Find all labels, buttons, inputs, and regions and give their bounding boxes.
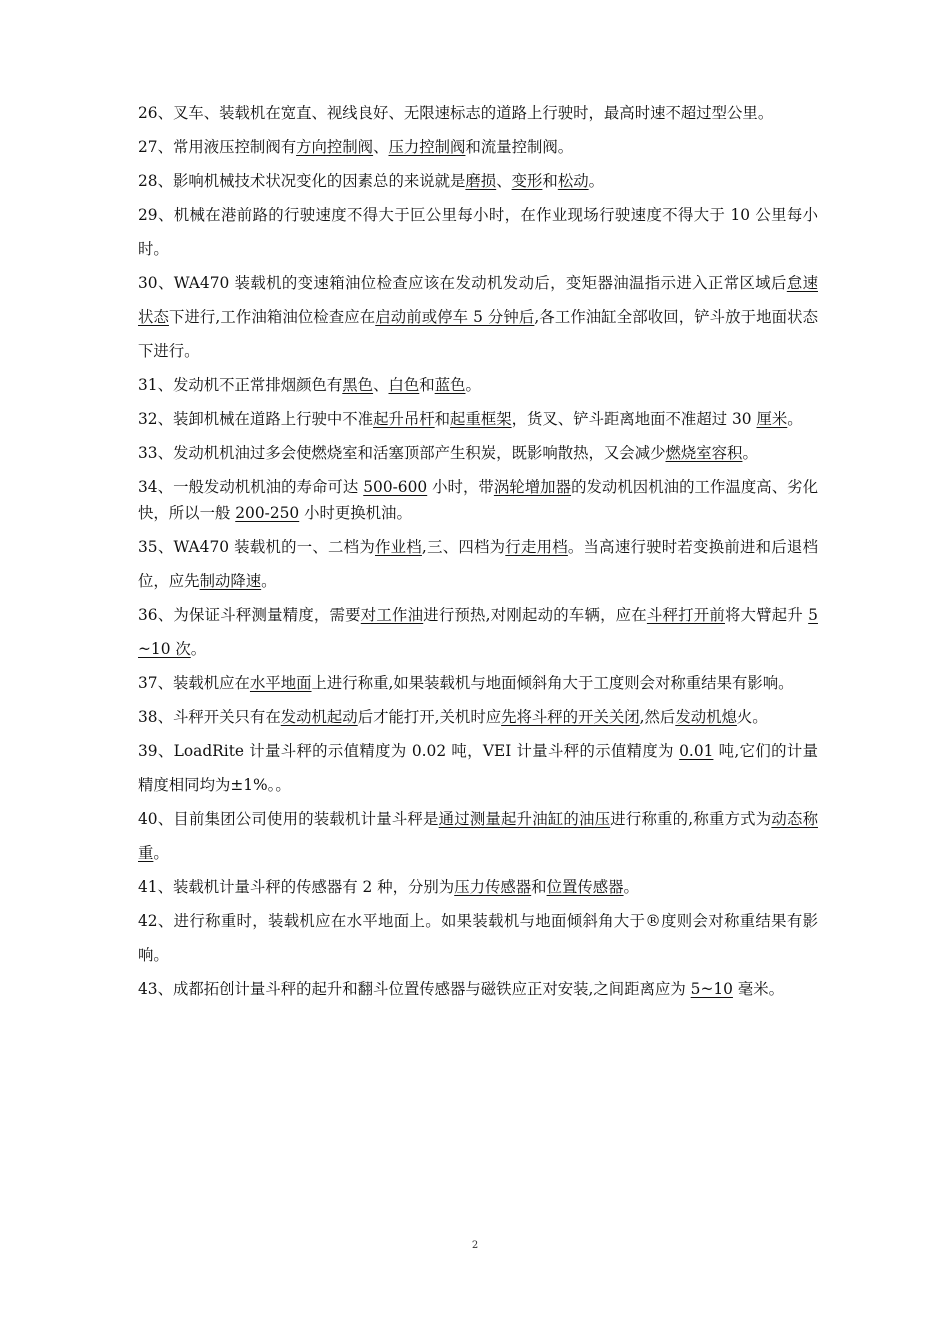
- question-text: 27、常用液压控制阀有: [138, 138, 297, 156]
- answer-text: 厘米: [756, 410, 788, 428]
- question-text: 43、成都拓创计量斗秤的起升和翻斗位置传感器与磁铁应正对安装,之间距离应为: [138, 980, 691, 998]
- question-text: 和: [419, 376, 435, 394]
- question-text: 。: [588, 172, 605, 190]
- question-text: 吨,它们的计量精度相同均为±1%。。: [138, 742, 818, 794]
- question-text: 34、一般发动机机油的寿命可达: [138, 478, 364, 496]
- question-item: [138, 96, 818, 130]
- question-text: 30、WA470 装载机的变速箱油位检查应该在发动机发动后，变矩器油温指示进入正常区域后: [138, 274, 787, 292]
- answer-text: 燃烧室容积: [665, 444, 743, 462]
- answer-text: 200-250: [235, 504, 300, 522]
- question-item: [138, 530, 818, 598]
- question-text: 41、装载机计量斗秤的传感器有 2 种，分别为: [138, 878, 455, 896]
- question-text: 进行称重的,称重方式为: [610, 810, 772, 828]
- question-item: [138, 802, 818, 870]
- question-text: 。当高速行驶时若变换前进和后退档位，应先: [138, 538, 818, 590]
- answer-text: 启动前或停车 5 分钟后: [375, 308, 535, 326]
- question-item: [138, 972, 818, 1006]
- question-text: ,三、四档为: [421, 538, 506, 556]
- answer-text: 变形: [511, 172, 543, 190]
- question-item: [138, 734, 818, 802]
- question-text: 。: [261, 572, 277, 590]
- answer-text: 发动机熄: [675, 708, 737, 726]
- answer-text: 松动: [557, 172, 589, 190]
- question-text: 42、进行称重时，装载机应在水平地面上。如果装载机与地面倾斜角大于®度则会对称重结果有影响。: [138, 912, 818, 964]
- page-number: 2: [471, 1240, 479, 1251]
- question-item: [138, 436, 818, 470]
- question-text: 26、叉车、装载机在宽直、视线良好、无限速标志的道路上行驶时，最高时速不超过型公里。: [138, 104, 774, 122]
- answer-text: 动态称重: [138, 810, 818, 862]
- answer-text: 怠速状态: [138, 274, 818, 326]
- question-text: 和: [531, 878, 547, 896]
- question-text: ，货叉、铲斗距离地面不准超过 30: [511, 410, 757, 428]
- question-text: 32、装卸机械在道路上行驶中不准: [138, 410, 374, 428]
- answer-text: 起重框架: [450, 410, 512, 428]
- question-text: 。: [742, 444, 758, 462]
- answer-text: 行走用档: [505, 538, 568, 556]
- answer-text: 对工作油: [360, 606, 424, 624]
- question-text: 38、斗秤开关只有在: [138, 708, 281, 726]
- question-text: 36、为保证斗秤测量精度，需要: [138, 606, 361, 624]
- question-text: 。: [465, 376, 481, 394]
- question-text: 、: [496, 172, 512, 190]
- question-text: 39、LoadRite 计量斗秤的示值精度为 0.02 吨，VEI 计量斗秤的示值精度为: [138, 742, 680, 760]
- question-item: [138, 266, 818, 368]
- answer-text: 作业档: [374, 538, 422, 556]
- question-item: [138, 198, 818, 266]
- question-text: 小时更换机油。: [299, 504, 412, 522]
- question-text: 小时，带: [427, 478, 494, 496]
- question-text: 31、发动机不正常排烟颜色有: [138, 376, 343, 394]
- question-text: 毫米。: [732, 980, 785, 998]
- question-text: 和: [542, 172, 558, 190]
- answer-text: 磨损: [465, 172, 497, 190]
- answer-text: 发动机起动: [280, 708, 358, 726]
- answer-text: 黑色: [342, 376, 374, 394]
- answer-text: 蓝色: [434, 376, 466, 394]
- question-text: 和流量控制阀。: [465, 138, 574, 156]
- question-text: 。: [787, 410, 803, 428]
- question-text: 火。: [736, 708, 768, 726]
- question-text: 的发动机因机油的工作温度高、劣化快，所以一般: [138, 478, 818, 522]
- question-text: 和: [434, 410, 451, 428]
- answer-text: 压力传感器: [454, 878, 532, 896]
- question-item: [138, 666, 818, 700]
- question-text: 28、影响机械技术状况变化的因素总的来说就是: [138, 172, 466, 190]
- answer-text: 位置传感器: [546, 878, 624, 896]
- question-item: [138, 164, 818, 198]
- question-text: 下进行,工作油箱油位检查应在: [168, 308, 376, 326]
- answer-text: 水平地面: [249, 674, 312, 692]
- question-text: 29、机械在港前路的行驶速度不得大于叵公里每小时，在作业现场行驶速度不得大于 10 公里每小时。: [138, 206, 818, 258]
- question-item: [138, 904, 818, 972]
- answer-text: 先将斗秤的开关关闭: [501, 708, 640, 726]
- question-item: [138, 700, 818, 734]
- question-text: 进行预热,对刚起动的车辆，应在: [423, 606, 647, 624]
- question-item: [138, 130, 818, 164]
- question-text: 将大臂起升: [724, 606, 809, 624]
- question-text: 、: [373, 376, 389, 394]
- answer-text: 方向控制阀: [296, 138, 374, 156]
- answer-text: 涡轮增加器: [493, 478, 572, 496]
- document-body: [138, 96, 818, 1006]
- question-text: ,然后: [639, 708, 676, 726]
- question-text: ,各工作油缸全部收回，铲斗放于地面状态下进行。: [138, 308, 818, 360]
- question-item: [138, 870, 818, 904]
- answer-text: 起升吊杆: [373, 410, 435, 428]
- question-text: 40、目前集团公司使用的装载机计量斗秤是: [138, 810, 439, 828]
- question-text: 上进行称重,如果装载机与地面倾斜角大于工度则会对称重结果有影响。: [311, 674, 794, 692]
- answer-text: 5~10: [690, 980, 733, 998]
- question-item: [138, 598, 818, 666]
- answer-text: 制动降速: [199, 572, 262, 590]
- answer-text: 斗秤打开前: [646, 606, 725, 624]
- answer-text: 5~10 次: [138, 606, 818, 658]
- question-item: [138, 402, 818, 436]
- question-text: 。: [623, 878, 639, 896]
- question-text: 37、装载机应在: [138, 674, 250, 692]
- question-text: 后才能打开,关机时应: [357, 708, 502, 726]
- question-text: 。: [190, 640, 207, 658]
- question-item: [138, 470, 818, 530]
- answer-text: 500-600: [363, 478, 428, 496]
- question-text: 、: [373, 138, 389, 156]
- answer-text: 0.01: [679, 742, 714, 760]
- question-text: 35、WA470 装载机的一、二档为: [138, 538, 375, 556]
- question-text: 33、发动机机油过多会使燃烧室和活塞顶部产生积炭，既影响散热，又会减少: [138, 444, 666, 462]
- answer-text: 白色: [388, 376, 420, 394]
- question-item: [138, 368, 818, 402]
- answer-text: 通过测量起升油缸的油压: [438, 810, 611, 828]
- answer-text: 压力控制阀: [388, 138, 466, 156]
- question-text: 。: [153, 844, 169, 862]
